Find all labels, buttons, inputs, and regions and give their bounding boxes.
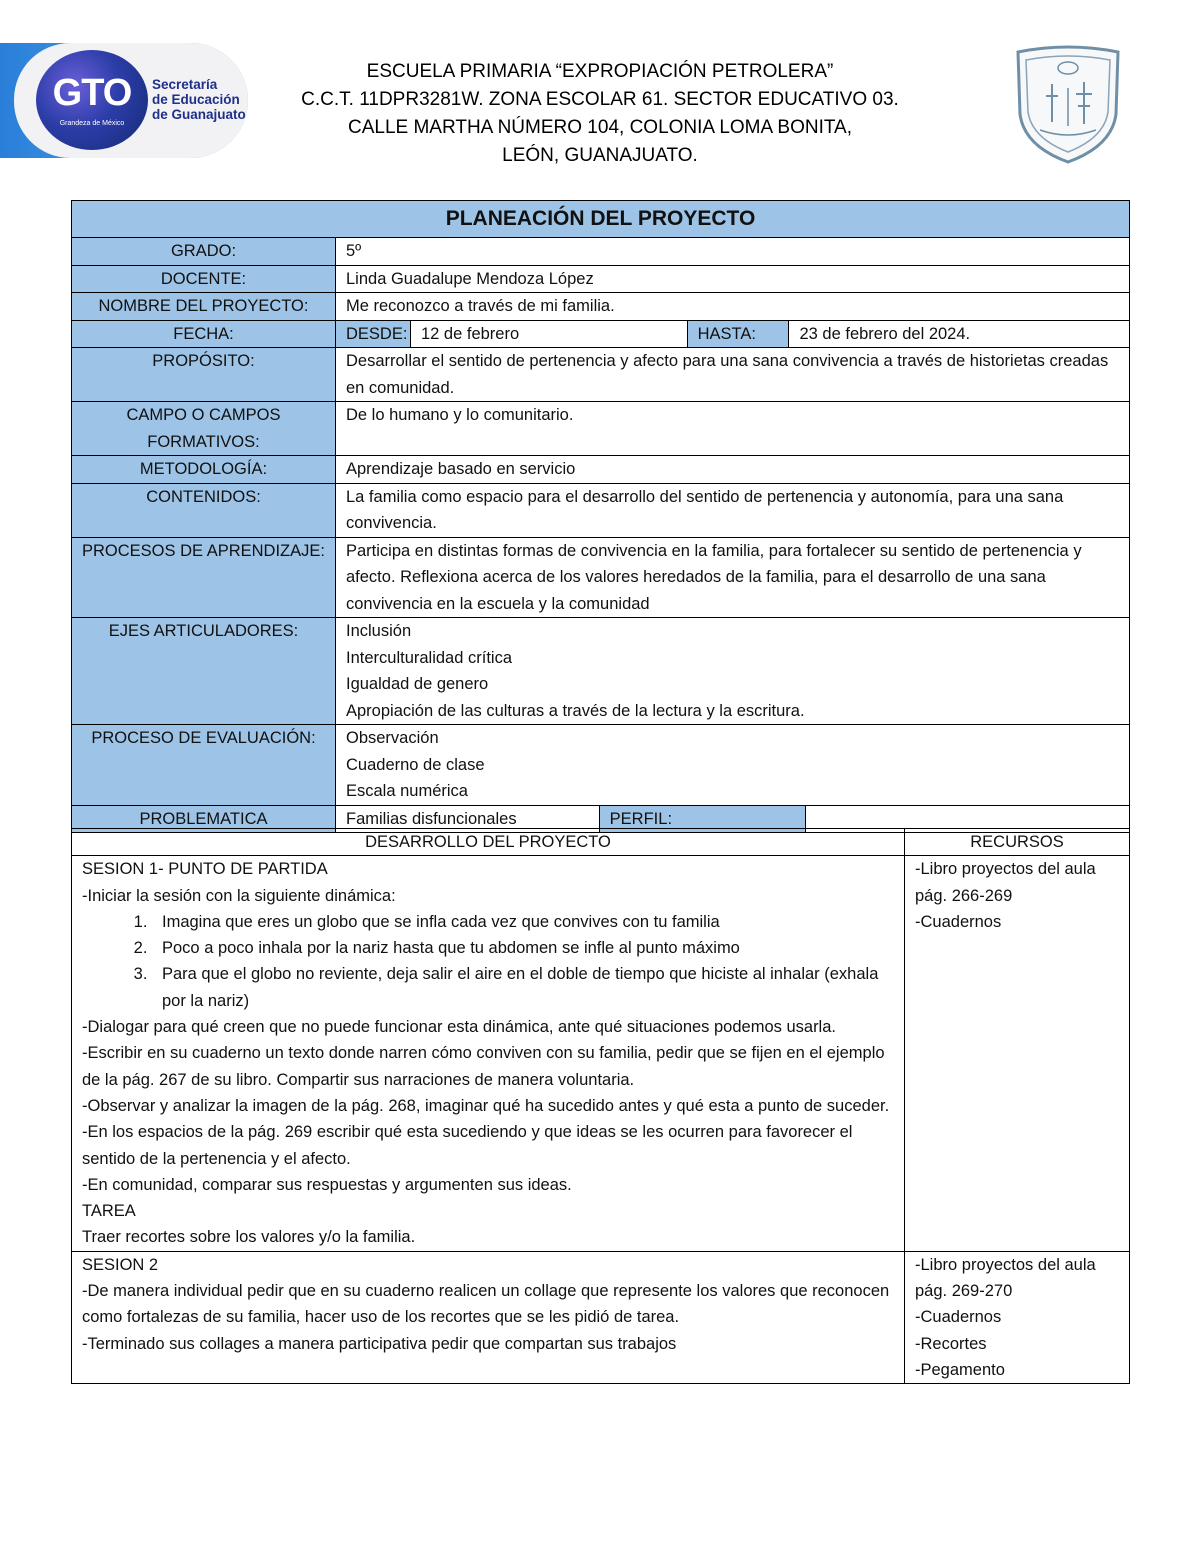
procesos-label: PROCESOS DE APRENDIZAJE: xyxy=(72,537,336,618)
resource-item: -Cuadernos xyxy=(915,1308,1002,1327)
secretaria-line: Secretaría xyxy=(152,77,218,92)
contenidos-label: CONTENIDOS: xyxy=(72,483,336,537)
step-item: 3. Para que el globo no reviente, deja salir el aire en el doble de tiempo que hiciste al inhalar (exhala por la nariz) xyxy=(152,961,894,1014)
desde-value: 12 de febrero xyxy=(411,321,688,347)
activity-item: -De manera individual pedir que en su cuaderno realicen un collage que represente los valores que reconocen como fortalezas de su familia, hacer uso de los recortes que se les pidió de tarea. xyxy=(82,1282,890,1327)
homework-text: Traer recortes sobre los valores y/o la familia. xyxy=(82,1228,416,1247)
session-title: SESION 1- PUNTO DE PARTIDA xyxy=(82,860,328,879)
hasta-value: 23 de febrero del 2024. xyxy=(799,324,971,343)
session-2-resources xyxy=(905,1251,1130,1383)
resource-item: -Recortes xyxy=(915,1334,987,1353)
eje-item: Apropiación de las culturas a través de la lectura y la escritura. xyxy=(346,701,805,720)
resource-item: -Libro proyectos del aula pág. 269-270 xyxy=(915,1255,1096,1301)
evaluacion-item: Cuaderno de clase xyxy=(346,755,485,774)
resource-item: -Cuadernos xyxy=(915,912,1002,931)
homework-label: TAREA xyxy=(82,1202,136,1221)
school-cct: C.C.T. 11DPR3281W. ZONA ESCOLAR 61. SECTOR EDUCATIVO 03. xyxy=(301,89,899,110)
ejes-label: EJES ARTICULADORES: xyxy=(72,618,336,725)
dynamic-steps xyxy=(82,909,894,1014)
evaluacion-item: Observación xyxy=(346,729,439,747)
grado-row xyxy=(72,238,1130,266)
gto-logo xyxy=(0,43,248,158)
resource-item: -Libro proyectos del aula pág. 266-269 xyxy=(915,860,1096,905)
development-table xyxy=(71,828,1130,1384)
fecha-cell xyxy=(336,320,1130,348)
evaluacion-value xyxy=(336,725,1130,806)
procesos-value: Participa en distintas formas de convivencia en la familia, para fortalecer su sentido de pertenencia y afecto. Reflexiona acerca de los valores heredados de la familia, para el desarrollo de una sana convivencia en la escuela y la comunidad xyxy=(336,537,1130,618)
docente-row xyxy=(72,265,1130,293)
plan-title: PLANEACIÓN DEL PROYECTO xyxy=(72,201,1130,238)
grado-label: GRADO: xyxy=(72,238,336,266)
gto-emblem xyxy=(36,50,148,150)
ejes-row xyxy=(72,618,1130,725)
hasta-label: HASTA: xyxy=(688,321,790,347)
desde-label: DESDE: xyxy=(336,321,411,347)
resource-item: -Pegamento xyxy=(915,1360,1005,1379)
campo-value: De lo humano y lo comunitario. xyxy=(336,402,1130,456)
docente-label: DOCENTE: xyxy=(72,265,336,293)
session-intro: -Iniciar la sesión con la siguiente dinámica: xyxy=(82,886,396,905)
problematica-label: PROBLEMATICA xyxy=(72,805,336,833)
nombre-row xyxy=(72,293,1130,321)
school-heading xyxy=(260,58,940,170)
school-city: LEÓN, GUANAJUATO. xyxy=(502,145,698,166)
session-row xyxy=(72,1251,1130,1383)
secretaria-name xyxy=(152,77,262,122)
school-seal-icon xyxy=(1012,44,1124,166)
docente-value: Linda Guadalupe Mendoza López xyxy=(336,265,1130,293)
ejes-value xyxy=(336,618,1130,725)
recursos-header: RECURSOS xyxy=(905,829,1130,856)
secretaria-line: de Educación xyxy=(152,92,240,107)
session-1-content xyxy=(72,856,905,1251)
activity-item: -En los espacios de la pág. 269 escribir qué esta sucediendo y que ideas se les ocurren para favorecer el sentido de la pertenencia y el afecto. xyxy=(82,1123,853,1168)
session-row xyxy=(72,856,1130,1251)
activity-item: -En comunidad, comparar sus respuestas y argumenten sus ideas. xyxy=(82,1175,572,1194)
proposito-row xyxy=(72,348,1130,402)
nombre-label: NOMBRE DEL PROYECTO: xyxy=(72,293,336,321)
activity-item: -Escribir en su cuaderno un texto donde narren cómo conviven con su familia, pedir que se fijen en el ejemplo de la pág. 267 de su libro. Compartir sus narraciones de manera voluntaria. xyxy=(82,1044,885,1089)
nombre-value: Me reconozco a través de mi familia. xyxy=(336,293,1130,321)
procesos-row xyxy=(72,537,1130,618)
desarrollo-header: DESARROLLO DEL PROYECTO xyxy=(72,829,905,856)
gto-logo-card xyxy=(14,43,248,158)
school-name: ESCUELA PRIMARIA “EXPROPIACIÓN PETROLERA” xyxy=(366,61,834,82)
metodologia-row xyxy=(72,456,1130,484)
activity-item: -Terminado sus collages a manera participativa pedir que compartan sus trabajos xyxy=(82,1334,677,1353)
metodologia-label: METODOLOGÍA: xyxy=(72,456,336,484)
evaluacion-row xyxy=(72,725,1130,806)
activity-item: -Dialogar para qué creen que no puede funcionar esta dinámica, ante qué situaciones podemos usarla. xyxy=(82,1018,836,1037)
contenidos-value: La familia como espacio para el desarrollo del sentido de pertenencia y autonomía, para una sana convivencia. xyxy=(336,483,1130,537)
title-row xyxy=(72,201,1130,238)
step-item: 2. Poco a poco inhala por la nariz hasta que tu abdomen se infle al punto máximo xyxy=(152,935,894,961)
session-title: SESION 2 xyxy=(82,1255,159,1274)
proposito-label: PROPÓSITO: xyxy=(72,348,336,402)
perfil-label: PERFIL: xyxy=(600,806,807,832)
proposito-value: Desarrollar el sentido de pertenencia y afecto para una sana convivencia a través de historietas creadas en comunidad. xyxy=(336,348,1130,402)
step-item: 1. Imagina que eres un globo que se infla cada vez que convives con tu familia xyxy=(152,909,894,935)
school-address: CALLE MARTHA NÚMERO 104, COLONIA LOMA BONITA, xyxy=(348,117,852,138)
session-2-content xyxy=(72,1251,905,1383)
gto-mark: GTO xyxy=(52,72,132,114)
eje-item: Igualdad de genero xyxy=(346,675,489,693)
development-header-row xyxy=(72,829,1130,856)
metodologia-value: Aprendizaje basado en servicio xyxy=(336,456,1130,484)
activity-item: -Observar y analizar la imagen de la pág. 268, imaginar qué ha sucedido antes y qué esta a punto de suceder. xyxy=(82,1096,890,1115)
eje-item: Interculturalidad crítica xyxy=(346,648,512,667)
planning-table xyxy=(71,200,1130,833)
evaluacion-label: PROCESO DE EVALUACIÓN: xyxy=(72,725,336,806)
gto-tagline: Grandeza de México xyxy=(59,120,125,127)
secretaria-line: de Guanajuato xyxy=(152,107,246,122)
campo-row xyxy=(72,402,1130,456)
contenidos-row xyxy=(72,483,1130,537)
campo-label: CAMPO O CAMPOS FORMATIVOS: xyxy=(72,402,336,456)
eje-item: Inclusión xyxy=(346,622,412,640)
problematica-value: Familias disfuncionales xyxy=(336,806,600,832)
grado-value: 5º xyxy=(336,238,1130,266)
evaluacion-item: Escala numérica xyxy=(346,782,468,800)
session-1-resources xyxy=(905,856,1130,1251)
fecha-label: FECHA: xyxy=(72,320,336,348)
fecha-row xyxy=(72,320,1130,348)
